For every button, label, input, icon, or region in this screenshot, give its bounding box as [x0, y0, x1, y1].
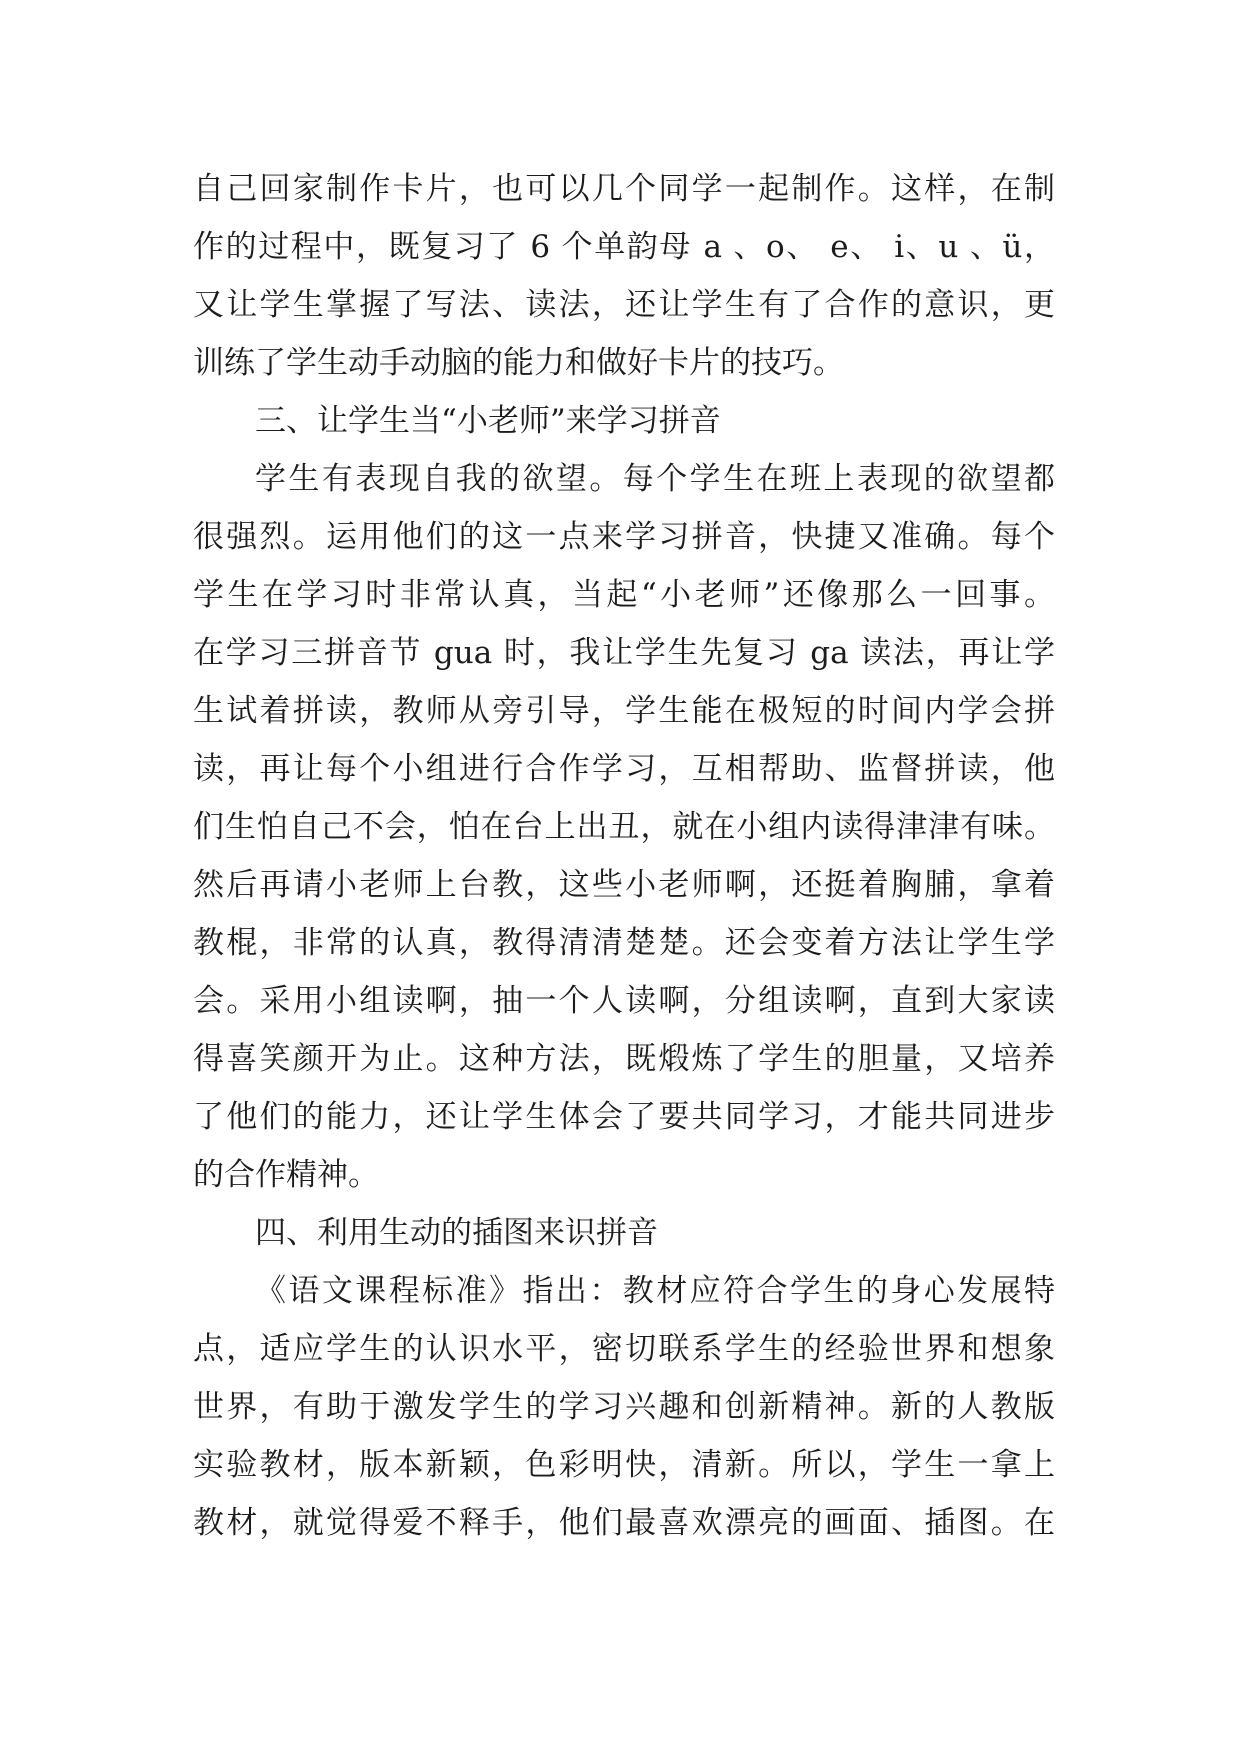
text-line: 读，再让每个小组进行合作学习，互相帮助、监督拼读，他 — [193, 751, 1055, 787]
text-line: 很强烈。运用他们的这一点来学习拼音，快捷又准确。每个 — [193, 519, 1055, 555]
text-line: 教棍，非常的认真，教得清清楚楚。还会变着方法让学生学 — [193, 925, 1055, 961]
section-heading: 三、让学生当“小老师”来学习拼音 — [255, 403, 721, 439]
text-line: 生试着拼读，教师从旁引导，学生能在极短的时间内学会拼 — [193, 693, 1055, 729]
text-line: 们生怕自己不会，怕在台上出丑，就在小组内读得津津有味。 — [193, 809, 1055, 845]
text-line: 得喜笑颜开为止。这种方法，既煅炼了学生的胆量，又培养 — [193, 1041, 1055, 1077]
text-line: 点，适应学生的认识水平，密切联系学生的经验世界和想象 — [193, 1331, 1055, 1367]
document-body — [193, 160, 1055, 1552]
text-line: 然后再请小老师上台教，这些小老师啊，还挺着胸脯，拿着 — [193, 867, 1055, 903]
text-line: 训练了学生动手动脑的能力和做好卡片的技巧。 — [193, 345, 844, 381]
text-line: 学生有表现自我的欲望。每个学生在班上表现的欲望都 — [255, 461, 1055, 497]
text-line: 又让学生掌握了写法、读法，还让学生有了合作的意识，更 — [193, 287, 1055, 323]
text-line: 会。采用小组读啊，抽一个人读啊，分组读啊，直到大家读 — [193, 983, 1055, 1019]
text-line: 学生在学习时非常认真，当起“小老师”还像那么一回事。 — [193, 577, 1055, 613]
text-line: 作的过程中，既复习了 6 个单韵母 a 、o、 e、 i、u 、ü， — [193, 229, 1055, 265]
text-line: 在学习三拼音节 gua 时，我让学生先复习 ga 读法，再让学 — [193, 635, 1055, 671]
section-heading: 四、利用生动的插图来识拼音 — [255, 1215, 658, 1251]
text-line: 的合作精神。 — [193, 1157, 379, 1193]
text-line: 了他们的能力，还让学生体会了要共同学习，才能共同进步 — [193, 1099, 1055, 1135]
text-line: 教材，就觉得爱不释手，他们最喜欢漂亮的画面、插图。在 — [193, 1505, 1055, 1541]
text-line: 世界，有助于激发学生的学习兴趣和创新精神。新的人教版 — [193, 1389, 1055, 1425]
text-line: 《语文课程标准》指出：教材应符合学生的身心发展特 — [255, 1273, 1055, 1309]
text-line: 实验教材，版本新颖，色彩明快，清新。所以，学生一拿上 — [193, 1447, 1055, 1483]
text-line: 自己回家制作卡片，也可以几个同学一起制作。这样，在制 — [193, 171, 1055, 207]
